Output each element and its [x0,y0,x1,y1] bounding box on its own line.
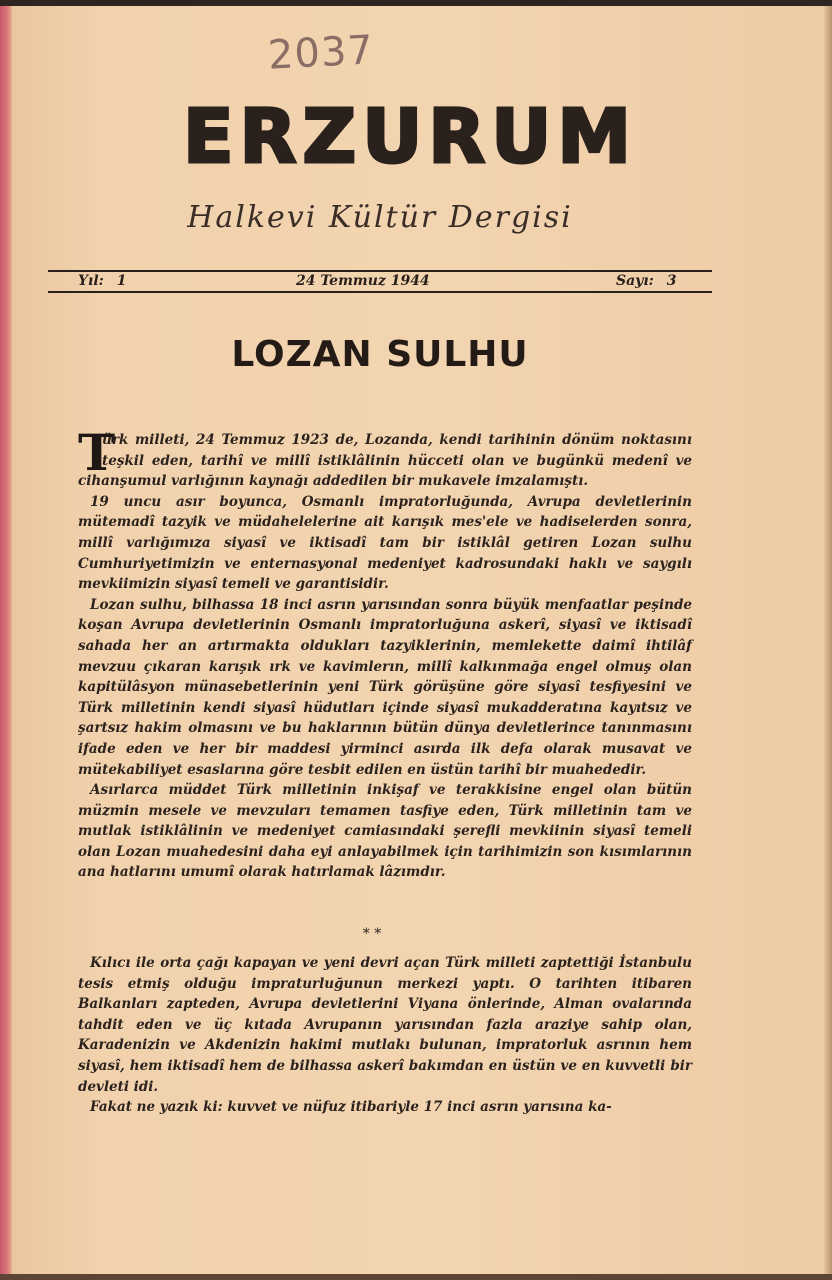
issue-number-label: Sayı: [616,273,654,289]
article-paragraph: 19 uncu asır boyunca, Osmanlı impratorluğunda, Avrupa devletlerinin mütemadî tazyik ve müdahelelerine ait karışık mes'ele ve hadiselerden sonra, millî varlığımıza siyasî ve iktisadî tam bir istiklâl getiren Lozan sulhu Cumhuriyetimizin ve enternasyonal medeniyet kadrosundaki haklı ve saygılı mevkiimizin siyasî temeli ve garantisidir. [78,493,692,593]
section-separator: * * [362,926,382,942]
article-paragraph: Lozan sulhu, bilhassa 18 inci asrın yarısından sonra büyük menfaatlar peşinde koşan Avrupa devletlerinin Osmanlı impratorluğuna askerî, siyasî ve iktisadî sahada her an artırmakta oldukları tazyiklerinin, memlekette daimî ihtilâf mevzuu çıkaran karışık ırk ve kavimlerın, millî kalkınmağa engel olmuş olan kapitülâsyon münasebetlerinin yeni Türk görüşüne göre siyasî tesfiyesini ve Türk milletinin kendi siyasî hüdutları içinde siyasî mukadderatına kayıtsız ve şartsız hakim olmasını ve bu haklarının bütün dünya devletlerince tanınmasını ifade eden ve her bir maddesi yirminci asırda ilk defa olarak musavat ve mütekabiliyet esaslarına göre tesbit edilen en üstün tarihî bir muahededir. [78,596,692,778]
page-right-edge [824,0,832,1280]
masthead-title: ERZURUM [183,94,637,180]
article-body [78,423,692,883]
drop-cap: T [78,423,116,482]
issue-date: 24 Temmuz 1944 [296,273,430,289]
issue-year-value: 1 [116,273,127,289]
masthead-subtitle: Halkevi Kültür Dergisi [187,200,573,235]
binding-edge [0,0,12,1280]
issue-number [616,273,676,289]
article-paragraph: Fakat ne yazık ki: kuvvet ve nüfuz itibariyle 17 inci asrın yarısına ka- [90,1099,612,1116]
article-paragraph: Asırlarca müddet Türk milletinin inkişaf ve terakkisine engel olan bütün müzmin mesele ve mevzuları temamen tasfiye eden, Türk milletinin tam ve mutlak istiklâlinin ve medeniyet camiasındaki şerefli mevkiinin siyasî temeli olan Lozan muahedesini daha eyi anlayabilmek için tarihimizin son kısımlarının ana hatlarını umumî olarak hatırlamak lâzımdır. [78,782,692,881]
page-top-edge [0,0,832,6]
handwritten-catalog-number: 2037 [266,27,375,79]
article-paragraph [78,423,692,492]
article-paragraph: Kılıcı ile orta çağı kapayan ve yeni devri açan Türk milleti zaptettiği İstanbulu tesis etmiş olduğu impraturluğunun merkezi yaptı. O tarihten itibaren Balkanları zapteden, Avrupa devletlerini Viyana önlerinde, Alman ovalarında tahdit eden ve üç kıtada Avrupanın yarısından fazla araziye sahip olan, Karadenizin ve Akdenizin hakimi mutlakı bulunan, impratorluk asrının hem siyasî, hem iktisadî hem de bilhassa askerî bakımdan en üstün ve en kuvvetli bir devleti idi. [78,955,692,1095]
masthead-bottom-rule [48,291,712,293]
masthead-top-rule [48,270,712,272]
article-paragraph-text: ürk milleti, 24 Temmuz 1923 de, Lozanda, kendi tarihinin dönüm noktasını teşkil eden, tarihî ve millî istiklâlinin hücceti olan ve bugünkü medenî ve cihanşumul varlığının kaynağı addedilen bir mukavele imzalamıştı. [78,432,692,490]
issue-number-value: 3 [666,273,677,289]
issue-year [78,273,126,289]
article-title: LOZAN SULHU [231,334,529,375]
page-bottom-edge [0,1274,832,1280]
article-body-continued [78,953,692,1118]
issue-year-label: Yıl: [78,273,104,289]
